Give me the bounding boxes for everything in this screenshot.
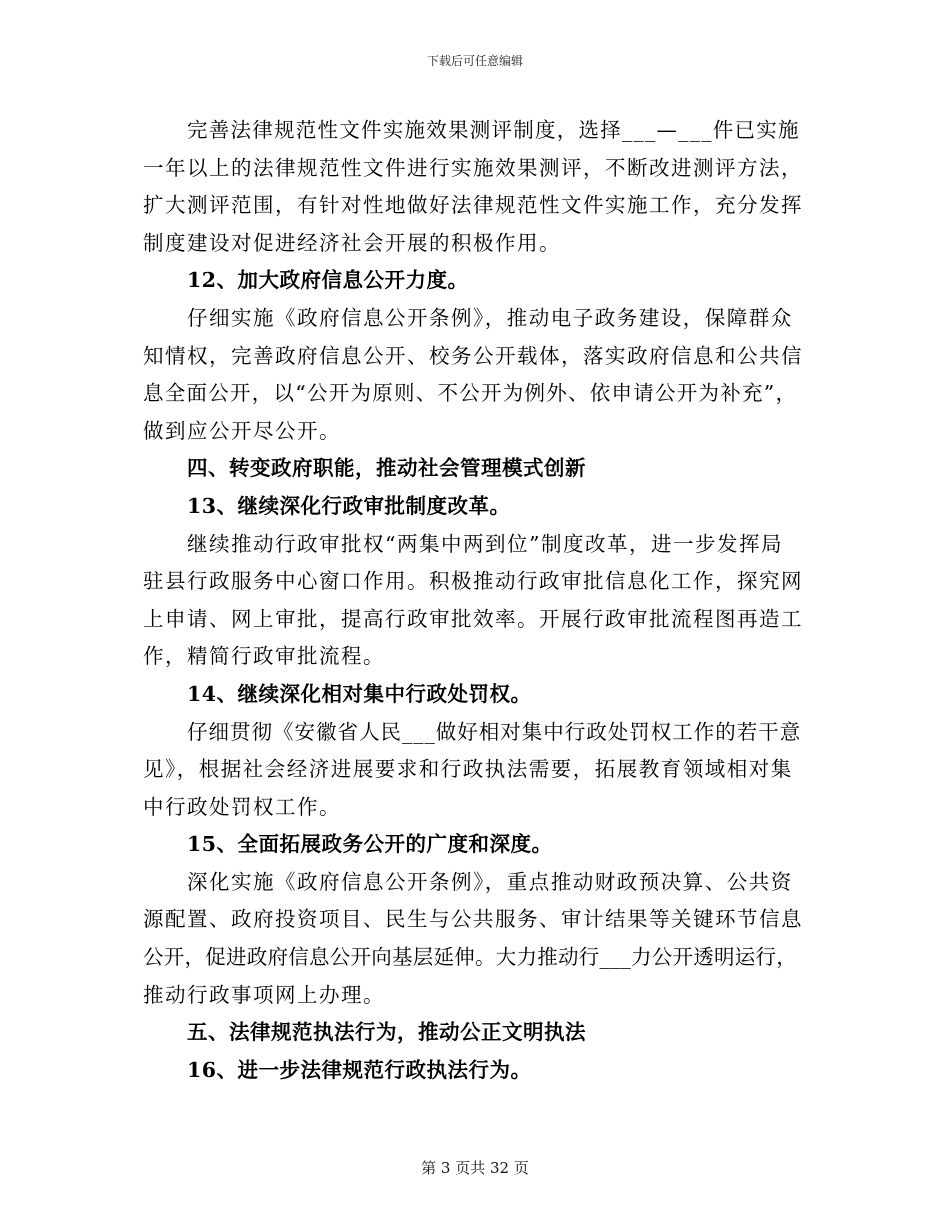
page-header: 下载后可任意编辑 [426,54,523,68]
paragraph-line: 做到应公开尽公开。 [143,418,341,443]
section-heading: 13、继续深化行政审批制度改革。 [187,493,511,518]
section-heading: 四、转变政府职能，推动社会管理模式创新 [187,456,586,481]
section-heading: 14、继续深化相对集中行政处罚权。 [187,681,532,706]
paragraph-line: 知情权，完善政府信息公开、校务公开载体，落实政府信息和公共信 [143,343,803,368]
paragraph-line: 一年以上的法律规范性文件进行实施效果测评，不断改进测评方法， [143,155,803,180]
paragraph-line: 制度建设对促进经济社会开展的积极作用。 [143,230,561,255]
paragraph-line: 见》，根据社会经济进展要求和行政执法需要，拓展教育领域相对集 [143,757,793,782]
section-heading: 12、加大政府信息公开力度。 [187,268,469,293]
paragraph-line: 驻县行政服务中心窗口作用。积极推动行政审批信息化工作，探究网 [143,569,803,594]
paragraph-line: 作，精简行政审批流程。 [143,644,385,669]
paragraph-line: 源配置、政府投资项目、民生与公共服务、审计结果等关键环节信息 [143,907,803,932]
paragraph-line: 扩大测评范围，有针对性地做好法律规范性文件实施工作，充分发挥 [143,193,803,218]
section-heading: 15、全面拓展政务公开的广度和深度。 [187,832,553,857]
section-heading: 16、进一步法律规范行政执法行为。 [187,1057,532,1082]
page-footer: 第 3 页共 32 页 [421,1159,529,1177]
paragraph-line: 继续推动行政审批权“两集中两到位”制度改革，进一步发挥局 [187,531,783,556]
section-heading: 五、法律规范执法行为，推动公正文明执法 [187,1020,586,1045]
paragraph-line: 息全面公开，以“公开为原则、不公开为例外、依申请公开为补充”， [143,381,798,406]
paragraph-line: 上申请、网上审批，提高行政审批效率。开展行政审批流程图再造工 [143,606,803,631]
document-body [143,112,803,1089]
paragraph-line: 仔细实施《政府信息公开条例》，推动电子政务建设，保障群众 [187,305,793,330]
paragraph-line: 仔细贯彻《安徽省人民___做好相对集中行政处罚权工作的若干意 [187,719,802,744]
paragraph-line: 公开，促进政府信息公开向基层延伸。大力推动行___力公开透明运行， [143,945,797,970]
paragraph-line: 推动行政事项网上办理。 [143,982,385,1007]
paragraph-line: 中行政处罚权工作。 [143,794,341,819]
paragraph-line: 深化实施《政府信息公开条例》，重点推动财政预决算、公共资 [187,869,793,894]
paragraph-line: 完善法律规范性文件实施效果测评制度，选择___—___件已实施 [187,118,800,142]
